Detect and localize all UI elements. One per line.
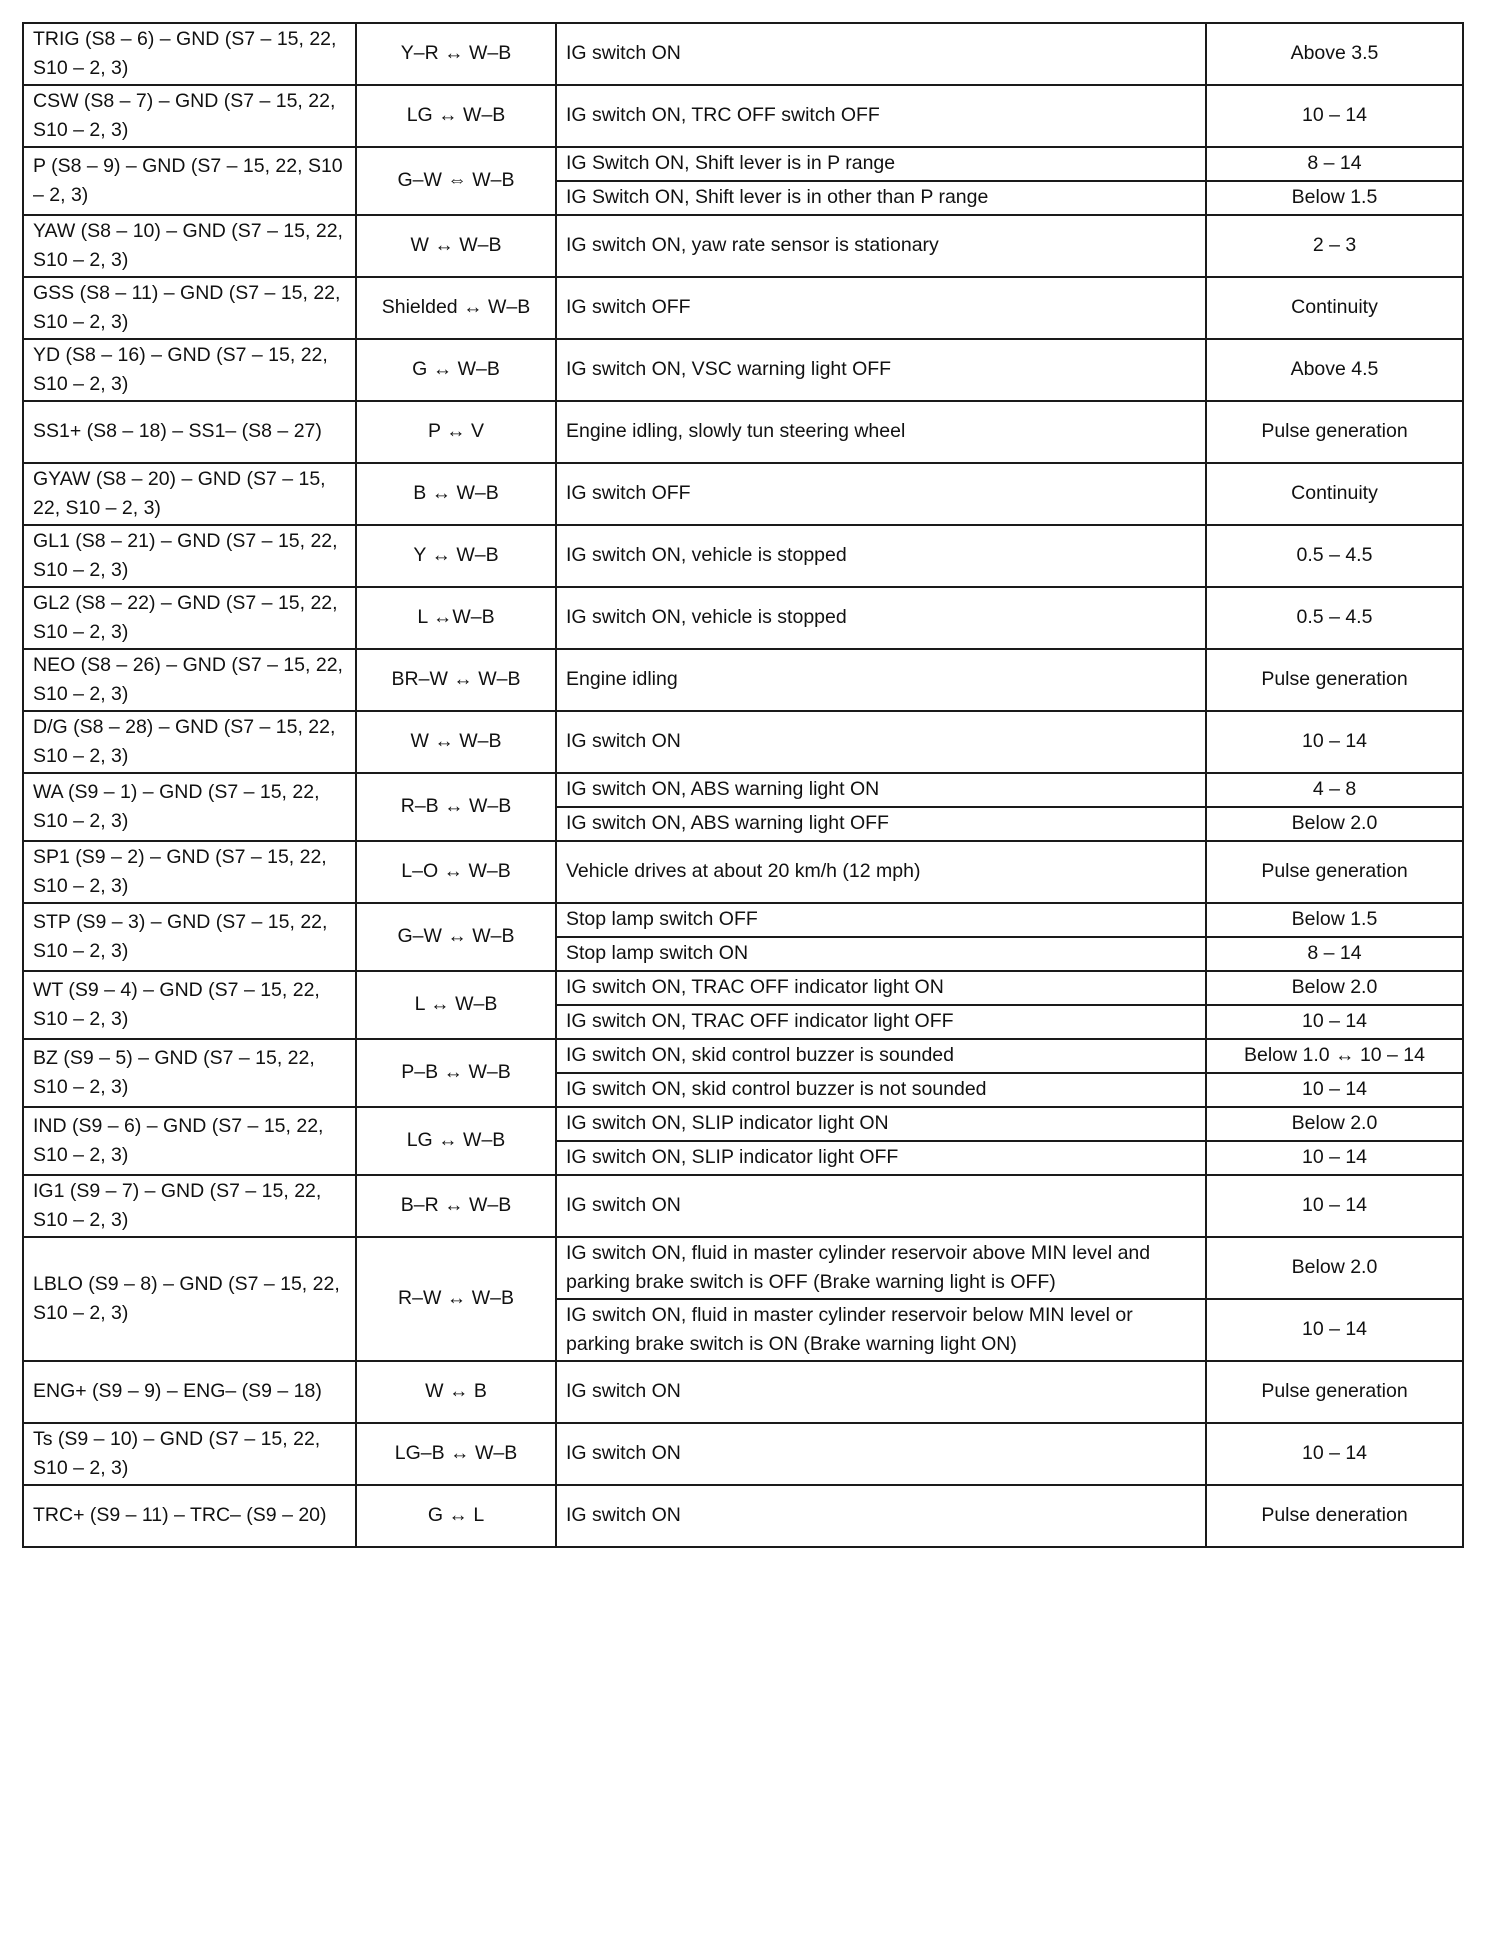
terminal-cell: YD (S8 – 16) – GND (S7 – 15, 22, S10 – 2, 3): [23, 339, 356, 401]
table-row: [23, 401, 1463, 463]
terminal-cell: Ts (S9 – 10) – GND (S7 – 15, 22, S10 – 2, 3): [23, 1423, 356, 1485]
specified-value-cell: Below 2.0: [1206, 1237, 1463, 1299]
table-row: [23, 215, 1463, 277]
condition-cell: IG switch ON, SLIP indicator light ON: [556, 1107, 1206, 1141]
terminal-cell: BZ (S9 – 5) – GND (S7 – 15, 22, S10 – 2, 3): [23, 1039, 356, 1107]
wire-color-cell: Y ↔ W–B: [356, 525, 556, 587]
condition-cell: IG switch ON, ABS warning light ON: [556, 773, 1206, 807]
specified-value-cell: 8 – 14: [1206, 147, 1463, 181]
condition-cell: Engine idling: [556, 649, 1206, 711]
table-row: [23, 711, 1463, 773]
terminal-cell: STP (S9 – 3) – GND (S7 – 15, 22, S10 – 2, 3): [23, 903, 356, 971]
condition-cell: Engine idling, slowly tun steering wheel: [556, 401, 1206, 463]
wire-color-cell: W ↔ W–B: [356, 215, 556, 277]
wire-color-cell: W ↔ W–B: [356, 711, 556, 773]
wire-color-cell: Y–R ↔ W–B: [356, 23, 556, 85]
specified-value-cell: 10 – 14: [1206, 1005, 1463, 1039]
condition-cell: IG switch ON: [556, 1423, 1206, 1485]
terminal-cell: TRIG (S8 – 6) – GND (S7 – 15, 22, S10 – 2, 3): [23, 23, 356, 85]
terminal-cell: SS1+ (S8 – 18) – SS1– (S8 – 27): [23, 401, 356, 463]
condition-cell: IG switch ON: [556, 23, 1206, 85]
specified-value-cell: Continuity: [1206, 463, 1463, 525]
specified-value-cell: Below 2.0: [1206, 971, 1463, 1005]
table-body: [23, 23, 1463, 1547]
terminal-cell: GL1 (S8 – 21) – GND (S7 – 15, 22, S10 – 2, 3): [23, 525, 356, 587]
specified-value-cell: Pulse generation: [1206, 649, 1463, 711]
specified-value-cell: 2 – 3: [1206, 215, 1463, 277]
specified-value-cell: 0.5 – 4.5: [1206, 587, 1463, 649]
wire-color-cell: Shielded ↔ W–B: [356, 277, 556, 339]
terminal-cell: TRC+ (S9 – 11) – TRC– (S9 – 20): [23, 1485, 356, 1547]
terminal-cell: YAW (S8 – 10) – GND (S7 – 15, 22, S10 – 2, 3): [23, 215, 356, 277]
condition-cell: Stop lamp switch OFF: [556, 903, 1206, 937]
wire-color-cell: B ↔ W–B: [356, 463, 556, 525]
specified-value-cell: Below 1.5: [1206, 903, 1463, 937]
specified-value-cell: 10 – 14: [1206, 1175, 1463, 1237]
terminal-cell: WT (S9 – 4) – GND (S7 – 15, 22, S10 – 2, 3): [23, 971, 356, 1039]
wire-color-cell: R–B ↔ W–B: [356, 773, 556, 841]
terminal-cell: WA (S9 – 1) – GND (S7 – 15, 22, S10 – 2, 3): [23, 773, 356, 841]
table-row: [23, 339, 1463, 401]
condition-cell: IG Switch ON, Shift lever is in other than P range: [556, 181, 1206, 215]
wire-color-cell: G ↔ L: [356, 1485, 556, 1547]
terminal-cell: P (S8 – 9) – GND (S7 – 15, 22, S10 – 2, 3): [23, 147, 356, 215]
table-row: [23, 463, 1463, 525]
condition-cell: IG switch ON, vehicle is stopped: [556, 525, 1206, 587]
terminal-cell: IND (S9 – 6) – GND (S7 – 15, 22, S10 – 2, 3): [23, 1107, 356, 1175]
table-row: [23, 525, 1463, 587]
table-row: [23, 1039, 1463, 1073]
specified-value-cell: 10 – 14: [1206, 85, 1463, 147]
table-row: [23, 1423, 1463, 1485]
condition-cell: IG switch ON, vehicle is stopped: [556, 587, 1206, 649]
specified-value-cell: Above 4.5: [1206, 339, 1463, 401]
terminal-cell: GSS (S8 – 11) – GND (S7 – 15, 22, S10 – 2, 3): [23, 277, 356, 339]
condition-cell: IG switch ON, TRAC OFF indicator light ON: [556, 971, 1206, 1005]
specified-value-cell: Below 2.0: [1206, 807, 1463, 841]
terminal-cell: GYAW (S8 – 20) – GND (S7 – 15, 22, S10 – 2, 3): [23, 463, 356, 525]
wire-color-cell: L ↔ W–B: [356, 971, 556, 1039]
specified-value-cell: Below 1.0 ↔ 10 – 14: [1206, 1039, 1463, 1073]
wire-color-cell: LG ↔ W–B: [356, 85, 556, 147]
table-row: [23, 277, 1463, 339]
table-row: [23, 773, 1463, 807]
condition-cell: IG switch ON, yaw rate sensor is stationary: [556, 215, 1206, 277]
specified-value-cell: Pulse generation: [1206, 1361, 1463, 1423]
terminal-cell: LBLO (S9 – 8) – GND (S7 – 15, 22, S10 – 2, 3): [23, 1237, 356, 1361]
condition-cell: IG switch ON, skid control buzzer is not sounded: [556, 1073, 1206, 1107]
table-row: [23, 1485, 1463, 1547]
wire-color-cell: L ↔W–B: [356, 587, 556, 649]
wire-color-cell: LG–B ↔ W–B: [356, 1423, 556, 1485]
table-row: [23, 1361, 1463, 1423]
condition-cell: IG switch ON: [556, 1361, 1206, 1423]
specified-value-cell: 8 – 14: [1206, 937, 1463, 971]
wire-color-cell: B–R ↔ W–B: [356, 1175, 556, 1237]
table-row: [23, 147, 1463, 181]
condition-cell: IG switch ON: [556, 711, 1206, 773]
terminal-cell: CSW (S8 – 7) – GND (S7 – 15, 22, S10 – 2, 3): [23, 85, 356, 147]
specified-value-cell: Below 1.5: [1206, 181, 1463, 215]
specified-value-cell: 10 – 14: [1206, 1299, 1463, 1361]
wire-color-cell: L–O ↔ W–B: [356, 841, 556, 903]
specified-value-cell: 10 – 14: [1206, 711, 1463, 773]
specified-value-cell: Below 2.0: [1206, 1107, 1463, 1141]
wire-color-cell: G–W ⇔ W–B: [356, 147, 556, 215]
condition-cell: IG switch ON, TRAC OFF indicator light OFF: [556, 1005, 1206, 1039]
wire-color-cell: P–B ↔ W–B: [356, 1039, 556, 1107]
specified-value-cell: 10 – 14: [1206, 1073, 1463, 1107]
table-row: [23, 903, 1463, 937]
terminal-cell: ENG+ (S9 – 9) – ENG– (S9 – 18): [23, 1361, 356, 1423]
terminal-cell: D/G (S8 – 28) – GND (S7 – 15, 22, S10 – 2, 3): [23, 711, 356, 773]
specified-value-cell: Continuity: [1206, 277, 1463, 339]
table-row: [23, 1175, 1463, 1237]
terminal-cell: IG1 (S9 – 7) – GND (S7 – 15, 22, S10 – 2, 3): [23, 1175, 356, 1237]
specified-value-cell: 0.5 – 4.5: [1206, 525, 1463, 587]
specified-value-cell: Pulse generation: [1206, 401, 1463, 463]
condition-cell: Vehicle drives at about 20 km/h (12 mph): [556, 841, 1206, 903]
condition-cell: IG switch ON: [556, 1175, 1206, 1237]
condition-cell: IG switch ON, fluid in master cylinder reservoir below MIN level or parking brake switch is ON (Brake warning light ON): [556, 1299, 1206, 1361]
wire-color-cell: G ↔ W–B: [356, 339, 556, 401]
wire-color-cell: BR–W ↔ W–B: [356, 649, 556, 711]
wire-color-cell: LG ↔ W–B: [356, 1107, 556, 1175]
specified-value-cell: Above 3.5: [1206, 23, 1463, 85]
table-row: [23, 1107, 1463, 1141]
terminal-cell: NEO (S8 – 26) – GND (S7 – 15, 22, S10 – 2, 3): [23, 649, 356, 711]
table-row: [23, 587, 1463, 649]
table-row: [23, 841, 1463, 903]
wire-color-cell: P ↔ V: [356, 401, 556, 463]
specified-value-cell: Pulse deneration: [1206, 1485, 1463, 1547]
condition-cell: IG switch OFF: [556, 277, 1206, 339]
table-row: [23, 1237, 1463, 1299]
terminal-cell: SP1 (S9 – 2) – GND (S7 – 15, 22, S10 – 2, 3): [23, 841, 356, 903]
specified-value-cell: Pulse generation: [1206, 841, 1463, 903]
ecu-terminal-table: [22, 22, 1464, 1548]
condition-cell: IG switch OFF: [556, 463, 1206, 525]
terminal-cell: GL2 (S8 – 22) – GND (S7 – 15, 22, S10 – 2, 3): [23, 587, 356, 649]
condition-cell: IG switch ON, fluid in master cylinder reservoir above MIN level and parking brake switch is OFF (Brake warning light is OFF): [556, 1237, 1206, 1299]
condition-cell: IG switch ON, VSC warning light OFF: [556, 339, 1206, 401]
condition-cell: IG Switch ON, Shift lever is in P range: [556, 147, 1206, 181]
condition-cell: Stop lamp switch ON: [556, 937, 1206, 971]
condition-cell: IG switch ON, SLIP indicator light OFF: [556, 1141, 1206, 1175]
table-row: [23, 971, 1463, 1005]
wire-color-cell: G–W ↔ W–B: [356, 903, 556, 971]
wire-color-cell: W ↔ B: [356, 1361, 556, 1423]
condition-cell: IG switch ON, ABS warning light OFF: [556, 807, 1206, 841]
specified-value-cell: 10 – 14: [1206, 1141, 1463, 1175]
condition-cell: IG switch ON, TRC OFF switch OFF: [556, 85, 1206, 147]
table-row: [23, 649, 1463, 711]
wire-color-cell: R–W ↔ W–B: [356, 1237, 556, 1361]
table-row: [23, 23, 1463, 85]
condition-cell: IG switch ON: [556, 1485, 1206, 1547]
table-row: [23, 85, 1463, 147]
condition-cell: IG switch ON, skid control buzzer is sounded: [556, 1039, 1206, 1073]
specified-value-cell: 4 – 8: [1206, 773, 1463, 807]
specified-value-cell: 10 – 14: [1206, 1423, 1463, 1485]
